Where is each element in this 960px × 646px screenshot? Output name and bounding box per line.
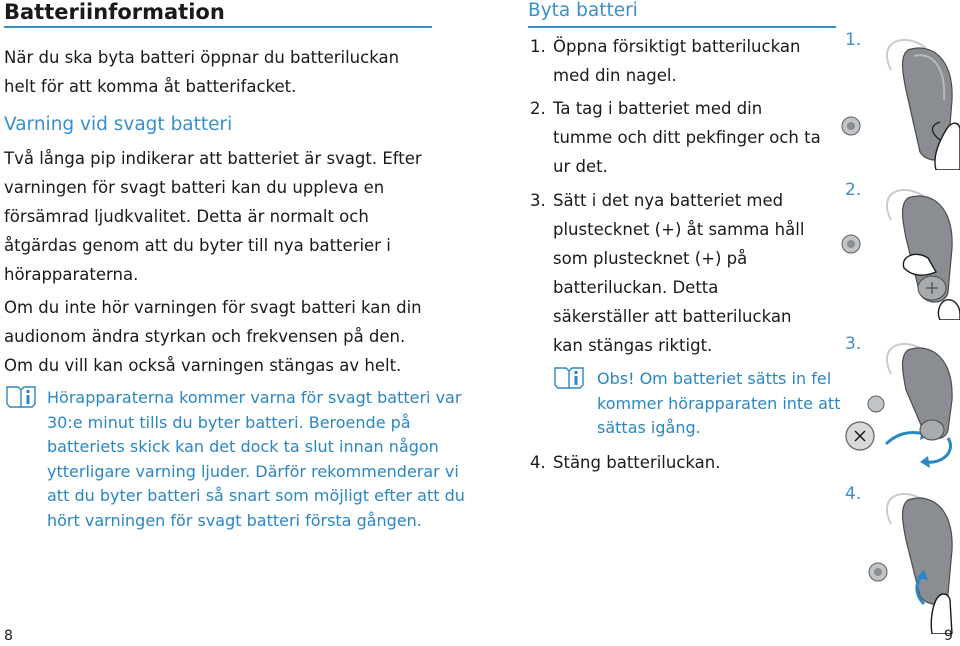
paragraph-line: försämrad ljudkvalitet. Detta är normalt och [4, 207, 369, 226]
hearing-aid-illustration [836, 180, 960, 320]
note-line: ytterligare varning ljuder. Därför rekommenderar vi [47, 461, 459, 481]
note-line: Obs! Om batteriet sätts in fel [597, 369, 832, 388]
step-line: Öppna försiktigt batteriluckan [553, 37, 801, 56]
step-4-text [553, 448, 720, 477]
step-line: Sätt i det nya batteriet med [553, 191, 784, 210]
step-line: tumme och ditt pekfinger och ta [553, 128, 821, 147]
hearing-aid-illustration [836, 334, 960, 474]
step-number: 3. [530, 191, 546, 210]
info-note-icon [6, 385, 36, 409]
step-line: batteriluckan. Detta [553, 278, 719, 297]
title-rule [4, 26, 432, 28]
figure-label: 1. [845, 30, 862, 50]
step-line: kan stängas riktigt. [553, 336, 713, 355]
title-rule [528, 26, 836, 28]
hearing-aid-illustration [836, 484, 960, 634]
note-line: hört varningen för svagt batteri första gången. [47, 510, 422, 530]
step-3-text [553, 186, 804, 360]
note-line: 30:e minut tills du byter batteri. Beroende på [47, 412, 411, 432]
warning-heading: Varning vid svagt batteri [4, 114, 233, 135]
step-line: säkerställer att batteriluckan [553, 307, 792, 326]
note-line: batteriets skick kan det dock ta slut innan någon [47, 437, 439, 456]
battery-warning-note [47, 386, 465, 533]
step-2-text [553, 94, 821, 181]
hearing-aid-illustration [836, 30, 960, 170]
note-line: sättas igång. [597, 418, 701, 437]
figure-label: 2. [845, 180, 862, 200]
paragraph-line: varningen för svagt batteri kan du uppleva en [4, 178, 385, 197]
info-note-icon [554, 366, 584, 390]
step-line: plustecknet (+) åt samma håll [553, 220, 805, 239]
intro-paragraph [4, 43, 399, 101]
page-number-right: 9 [944, 628, 953, 644]
note-line: att du byter batteri så snart som möjligt efter att du [47, 486, 465, 505]
paragraph-line: Om du vill kan också varningen stängas av helt. [4, 356, 402, 375]
step-line: Stäng batteriluckan. [553, 453, 721, 472]
step-number: 4. [530, 453, 546, 472]
paragraph-line: Två långa pip indikerar att batteriet är svagt. Efter [4, 149, 422, 168]
page-title: Batteriinformation [4, 0, 225, 24]
intro-line: helt för att komma åt batterifacket. [4, 77, 297, 96]
paragraph-line: Om du inte hör varningen för svagt batteri kan din [4, 298, 422, 317]
step-1-text [553, 32, 800, 90]
section-title: Byta batteri [528, 0, 638, 21]
step-number: 1. [530, 37, 546, 56]
warning-paragraph [4, 144, 422, 289]
step-line: ur det. [553, 157, 608, 176]
audionom-paragraph [4, 293, 422, 380]
step-line: som plustecknet (+) på [553, 249, 748, 268]
step-line: med din nagel. [553, 66, 677, 85]
note-line: Hörapparaterna kommer varna för svagt batteri var [47, 388, 462, 407]
page-number-left: 8 [4, 628, 13, 644]
paragraph-line: hörapparaterna. [4, 265, 139, 284]
polarity-note [597, 367, 840, 441]
paragraph-line: åtgärdas genom att du byter till nya batterier i [4, 236, 391, 255]
note-line: kommer hörapparaten inte att [597, 393, 841, 413]
step-number: 2. [530, 99, 546, 118]
intro-line: När du ska byta batteri öppnar du batteriluckan [4, 48, 400, 67]
figure-label: 3. [845, 334, 862, 354]
step-line: Ta tag i batteriet med din [553, 99, 763, 118]
figure-label: 4. [845, 484, 862, 504]
paragraph-line: audionom ändra styrkan och frekvensen på den. [4, 327, 406, 346]
